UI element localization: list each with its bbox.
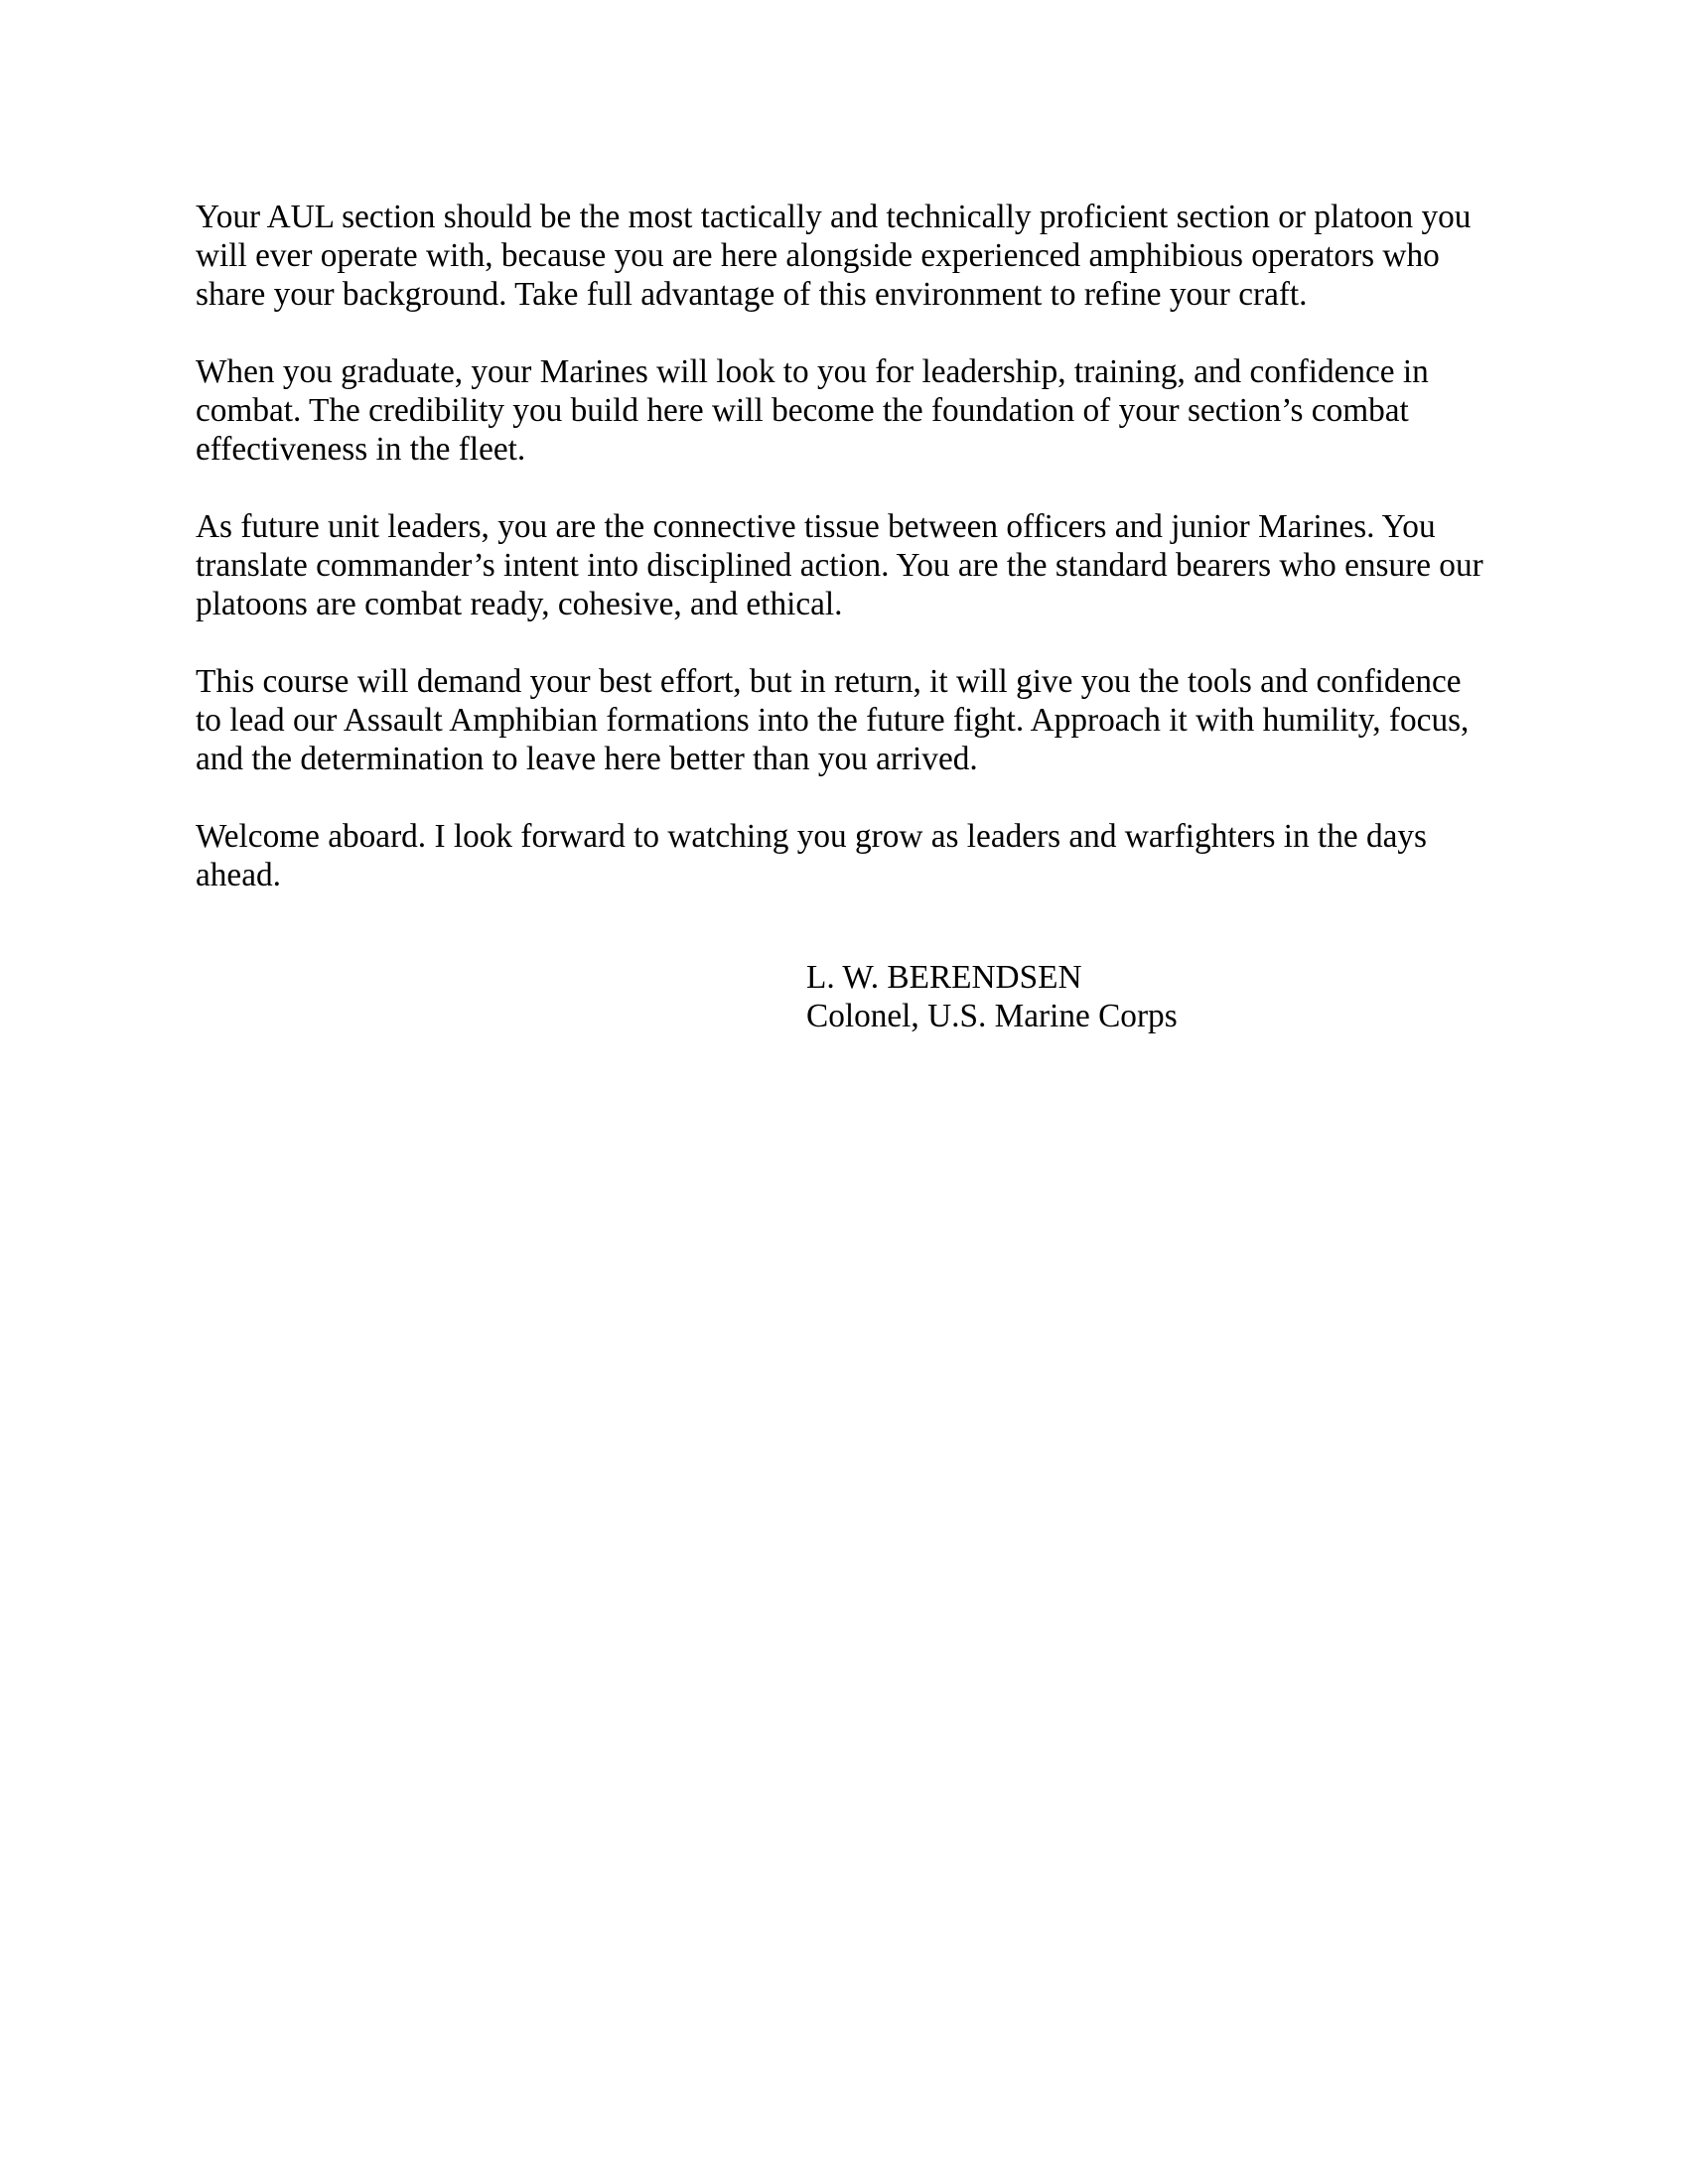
- letter-paragraph-5: Welcome aboard. I look forward to watching you grow as leaders and warfighters in the days ahead.: [196, 818, 1427, 893]
- letter-paragraph-2: When you graduate, your Marines will look to you for leadership, training, and confidence in combat. The credibility you build here will become the foundation of your section’s combat effectiveness in the fleet.: [196, 353, 1429, 468]
- signature-block: [806, 958, 1486, 1035]
- signature-name: L. W. BERENDSEN: [806, 959, 1082, 996]
- letter-body: [196, 198, 1486, 1035]
- letter-paragraph-4: This course will demand your best effort, but in return, it will give you the tools and confidence to lead our Assault Amphibian formations into the future fight. Approach it with humility, focus, and the determination to leave here better than you arrived.: [196, 663, 1470, 777]
- letter-paragraph-1: Your AUL section should be the most tactically and technically proficient section or platoon you will ever operate with, because you are here alongside experienced amphibious operators who share your background. Take full advantage of this environment to refine your craft.: [196, 199, 1472, 313]
- letter-paragraph-3: As future unit leaders, you are the connective tissue between officers and junior Marines. You translate commander’s intent into disciplined action. You are the standard bearers who ensure our platoons are combat ready, cohesive, and ethical.: [196, 508, 1483, 622]
- signature-title: Colonel, U.S. Marine Corps: [806, 998, 1178, 1034]
